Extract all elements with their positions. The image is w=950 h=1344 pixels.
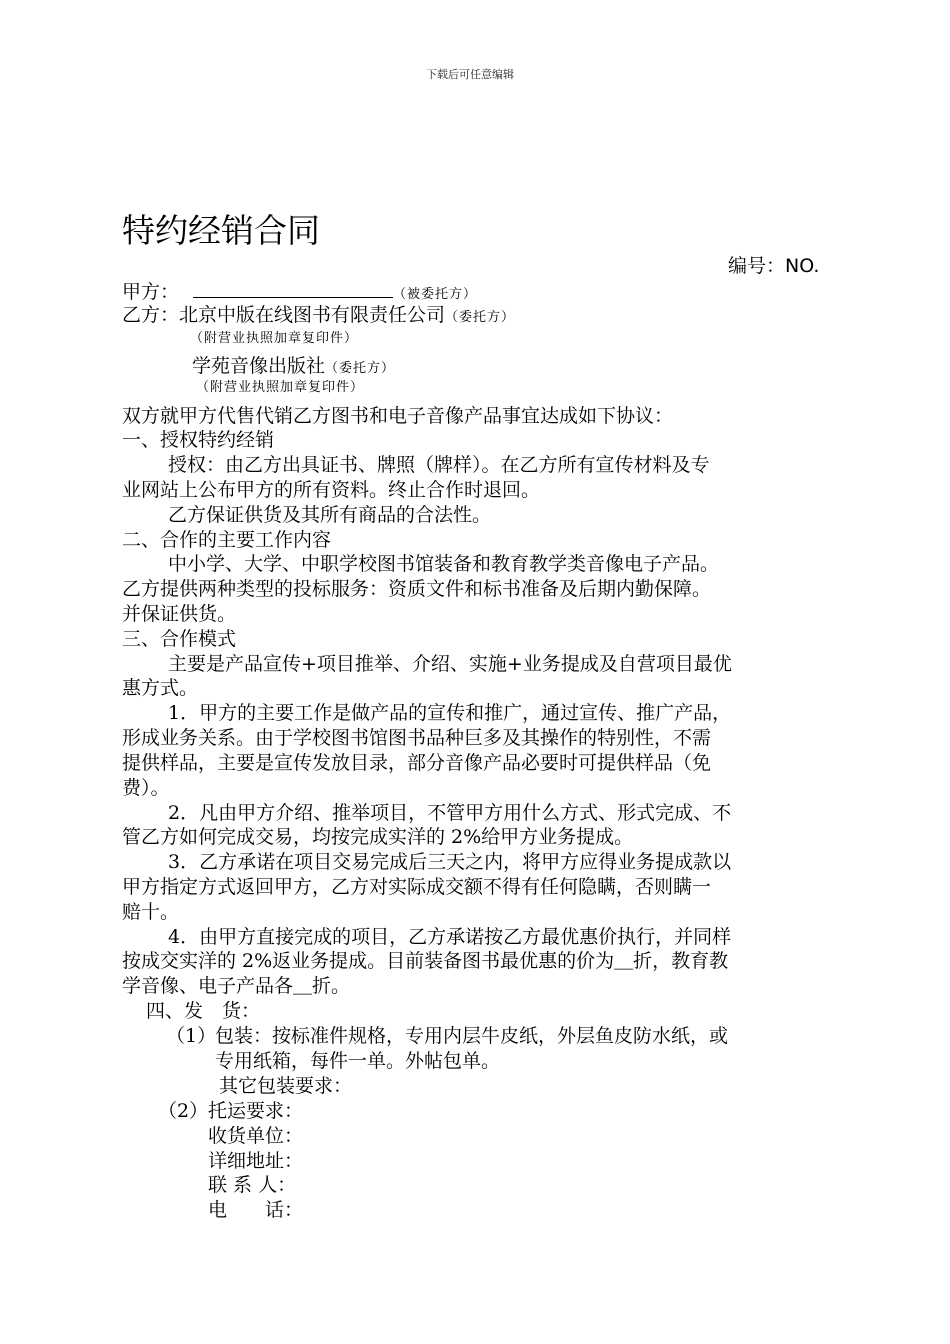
- section-3-text: 1．甲方的主要工作是做产品的宣传和推广，通过宣传、推广产品，: [168, 702, 732, 724]
- party-b-label: 乙方：: [122, 304, 180, 326]
- section-1-text: 乙方保证供货及其所有商品的合法性。: [168, 504, 492, 526]
- section-1-text: 授权：由乙方出具证书、牌照（牌样）。在乙方所有宣传材料及专: [168, 454, 710, 476]
- address-label: 详细地址：: [208, 1150, 304, 1172]
- party-b-name: 北京中版在线图书有限责任公司: [179, 304, 446, 326]
- section-2-text: 中小学、大学、中职学校图书馆装备和教育教学类音像电子产品。: [168, 553, 720, 575]
- packaging-text: 专用纸箱，每件一单。外帖包单。: [215, 1050, 501, 1072]
- section-2-text: 乙方提供两种类型的投标服务：资质文件和标书准备及后期内勤保障。: [122, 578, 712, 600]
- party-b2-name: 学苑音像出版社: [192, 355, 326, 377]
- section-3-text: 按成交实洋的 2%返业务提成。目前装备图书最优惠的价为＿折，教育教: [122, 950, 729, 972]
- section-2-text: 并保证供货。: [122, 603, 237, 625]
- section-3-text: 3．乙方承诺在项目交易完成后三天之内，将甲方应得业务提成款以: [168, 851, 732, 873]
- section-3-text: 2．凡由甲方介绍、推举项目，不管甲方用什么方式、形式完成、不: [168, 802, 732, 824]
- document-title: 特约经销合同: [122, 211, 320, 250]
- section-3-text: 甲方指定方式返回甲方，乙方对实际成交额不得有任何隐瞒，否则瞒一: [122, 876, 712, 898]
- party-b2-role: （委托方）: [325, 361, 396, 376]
- section-1-heading: 一、授权特约经销: [122, 429, 275, 451]
- intro-paragraph: 双方就甲方代售代销乙方图书和电子音像产品事宜达成如下协议：: [122, 405, 674, 427]
- section-3-text: 费）。: [122, 777, 170, 799]
- section-3-text: 提供样品，主要是宣传发放目录，部分音像产品必要时可提供样品（免: [122, 752, 712, 774]
- item-1-number: （1）: [166, 1025, 217, 1047]
- party-b-note: （附营业执照加章复印件）: [190, 331, 359, 346]
- contract-number-label: 编号：NO.: [728, 255, 820, 277]
- party-b-role: （委托方）: [445, 310, 516, 325]
- section-3-heading: 三、合作模式: [122, 628, 237, 650]
- contact-label: 联 系 人：: [208, 1174, 297, 1196]
- party-b-line: [122, 300, 515, 327]
- section-1-text: 业网站上公布甲方的所有资料。终止合作时退回。: [122, 479, 541, 501]
- packaging-text: 包装：按标准件规格，专用内层牛皮纸，外层鱼皮防水纸，或: [215, 1025, 729, 1047]
- party-b2-note: （附营业执照加章复印件）: [196, 380, 365, 395]
- party-a-blank: [193, 281, 393, 298]
- section-3-text: 赔十。: [122, 901, 180, 923]
- section-3-text: 惠方式。: [122, 677, 199, 699]
- phone-label: 电 话：: [208, 1199, 304, 1221]
- section-3-text: 管乙方如何完成交易，均按完成实洋的 2%给甲方业务提成。: [122, 826, 634, 848]
- section-3-text: 4．由甲方直接完成的项目，乙方承诺按乙方最优惠价执行，并同样: [168, 926, 732, 948]
- section-2-heading: 二、合作的主要工作内容: [122, 529, 332, 551]
- section-3-text: 主要是产品宣传+项目推举、介绍、实施+业务提成及自营项目最优: [168, 653, 732, 675]
- shipping-requirements-label: 托运要求：: [208, 1100, 304, 1122]
- item-2-number: （2）: [158, 1100, 209, 1122]
- section-3-text: 形成业务关系。由于学校图书馆图书品种巨多及其操作的特别性，不需: [122, 727, 712, 749]
- party-a-role: （被委托方）: [393, 287, 478, 302]
- header-note: 下载后可任意编辑: [426, 68, 514, 81]
- section-3-text: 学音像、电子产品各＿折。: [122, 975, 351, 997]
- section-4-heading: 四、发 货：: [146, 1000, 261, 1022]
- party-b2-line: [192, 351, 395, 378]
- other-packaging-label: 其它包装要求：: [219, 1075, 353, 1097]
- receiver-unit-label: 收货单位：: [208, 1125, 304, 1147]
- party-a-label: 甲方：: [122, 281, 180, 303]
